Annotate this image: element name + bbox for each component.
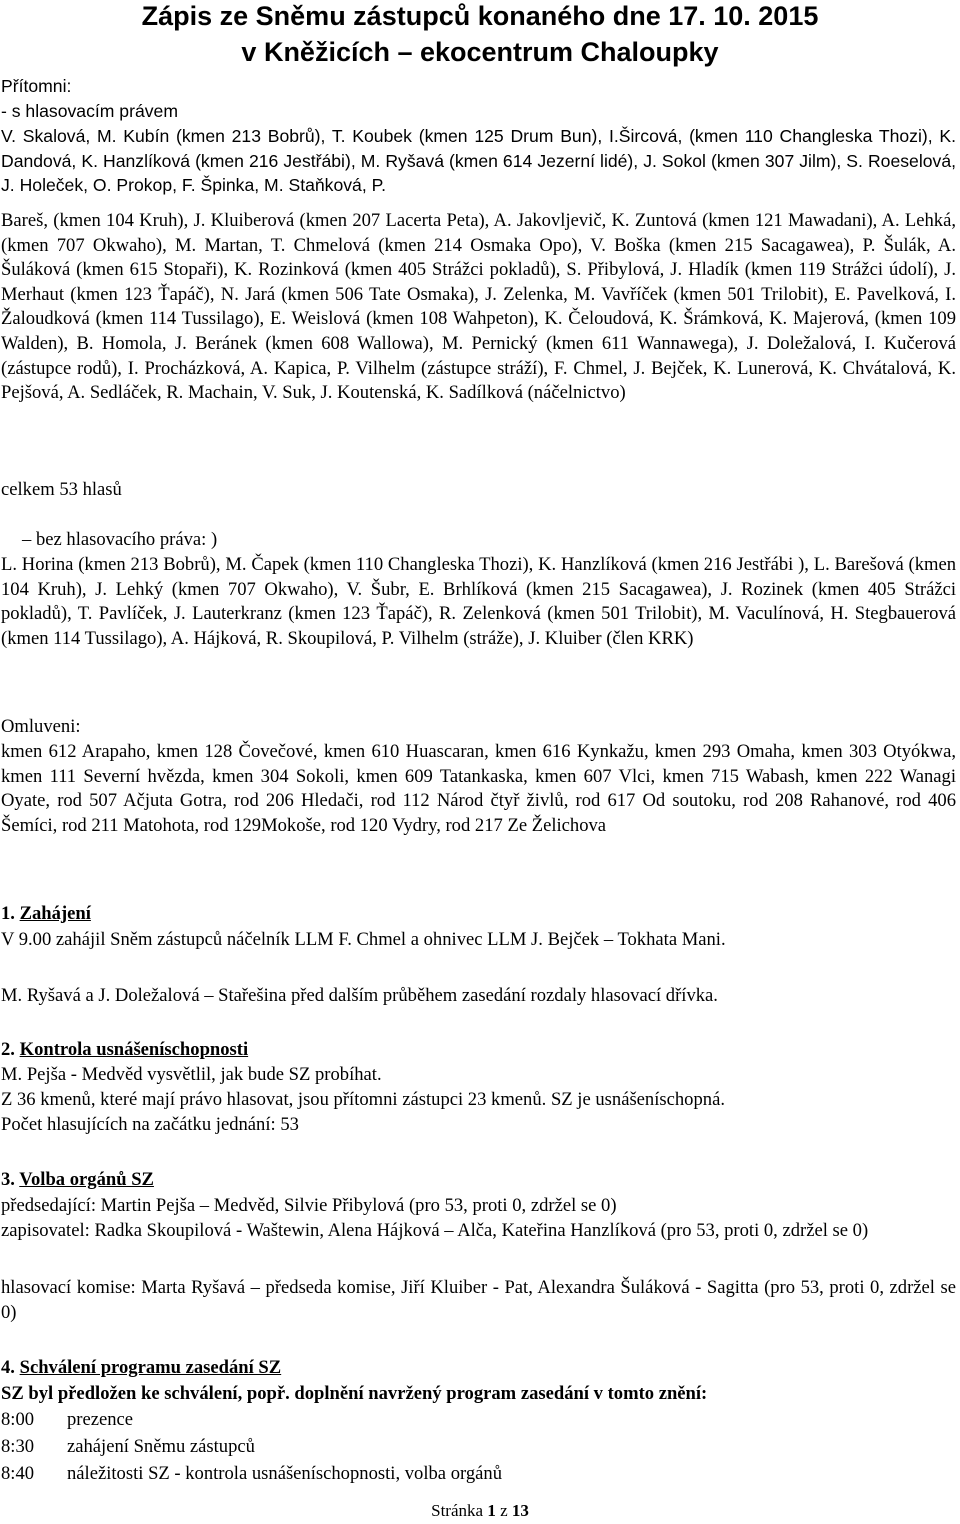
section-4-number: 4. xyxy=(1,1357,15,1378)
section-2-title: Kontrola usnášeníschopnosti xyxy=(19,1039,249,1060)
page-footer xyxy=(0,1499,960,1524)
program-item-text: zahájení Sněmu zástupců xyxy=(67,1436,255,1457)
footer-page-number: 1 xyxy=(487,1501,496,1520)
section-4-intro: SZ byl předložen ke schválení, popř. doplnění navržený program zasedání v tomto znění: xyxy=(1,1383,708,1404)
section-1-heading xyxy=(1,902,956,927)
document-title-line-1: Zápis ze Sněmu zástupců konaného dne 17. 10. 2015 xyxy=(141,1,819,31)
section-3-line-1: předsedající: Martin Pejša – Medvěd, Silvie Přibylová (pro 53, proti 0, zdržel se 0) xyxy=(1,1195,617,1216)
section-3-line-3: hlasovací komise: Marta Ryšavá – předseda komise, Jiří Kluiber - Pat, Alexandra Šuláková - Sagitta (pro 53, proti 0, zdržel se 0) xyxy=(1,1277,956,1323)
excused-list: kmen 612 Arapaho, kmen 128 Čovečové, kmen 610 Huascaran, kmen 616 Kynkažu, kmen 293 Omaha, kmen 303 Otyókwa, kmen 111 Severní hvězda, kmen 304 Sokoli, kmen 609 Tatankaska, kmen 607 Vlci, kmen 715 Wabash, kmen 222 Wanagi Oyate, rod 507 Ačjuta Gotra, rod 206 Hledači, rod 112 Národ čtyř živlů, rod 617 Od soutoku, rod 208 Rahanové, rod 406 Šemíci, rod 211 Matohota, rod 129Mokoše, rod 120 Vydry, rod 217 Ze Želichova xyxy=(1,741,956,836)
section-2-line-2: Z 36 kmenů, které mají právo hlasovat, jsou přítomni zástupci 23 kmenů. SZ je usnášeníschopná. xyxy=(1,1089,725,1110)
section-4-title: Schválení programu zasedání SZ xyxy=(19,1357,282,1378)
section-4-heading xyxy=(1,1356,956,1381)
section-1-line-1: V 9.00 zahájil Sněm zástupců náčelník LLM F. Chmel a ohnivec LLM J. Bejček – Tokhata Mani. xyxy=(1,929,726,950)
total-votes: celkem 53 hlasů xyxy=(1,479,122,500)
program-item-time: 8:30 xyxy=(1,1436,35,1457)
section-2-number: 2. xyxy=(1,1039,15,1060)
program-item-text: náležitosti SZ - kontrola usnášeníschopnosti, volba orgánů xyxy=(67,1463,502,1484)
voting-members-part-2: Bareš, (kmen 104 Kruh), J. Kluiberová (kmen 207 Lacerta Peta), A. Jakovljevič, K. Zuntová (kmen 121 Mawadani), A. Lehká, (kmen 707 Okwaho), M. Martan, T. Chmelová (kmen 214 Osmaka Opo), V. Boška (kmen 215 Sacagawea), P. Šulák, A. Šuláková (kmen 615 Stopaři), K. Rozinková (kmen 405 Strážci pokladů), S. Přibylová, J. Hladík (kmen 119 Strážci údolí), J. Merhaut (kmen 123 Ťapáč), N. Jará (kmen 506 Tate Osmaka), J. Zelenka, M. Vavříček (kmen 501 Trilobit), E. Pavelková, I. Žaloudková (kmen 114 Tussilago), E. Weislová (kmen 108 Wahpeton), K. Čeloudová, K. Šrámková, K. Majerová, (kmen 109 Walden), B. Homola, J. Beránek (kmen 608 Wallowa), M. Pernický (kmen 611 Wannawega), J. Doležalová, I. Kučerová (zástupce rodů), I. Procházková, A. Kapica, P. Vilhelm (zástupce stráží), F. Chmel, J. Bejček, K. Lunerová, K. Chvátalová, K. Pejšová, A. Sedláček, R. Machain, V. Suk, J. Koutenská, K. Sadílková (náčelnictvo) xyxy=(1,210,956,404)
program-item xyxy=(1,1435,956,1460)
footer-prefix: Stránka xyxy=(431,1501,484,1520)
program-item xyxy=(1,1408,956,1433)
attendance-label: Přítomni: xyxy=(1,76,72,96)
footer-separator: z xyxy=(500,1501,508,1520)
excused-label: Omluveni: xyxy=(1,716,81,737)
section-3-title: Volba orgánů SZ xyxy=(19,1169,154,1190)
program-item-text: prezence xyxy=(67,1409,134,1430)
section-3-number: 3. xyxy=(1,1169,15,1190)
program-item-time: 8:00 xyxy=(1,1409,35,1430)
section-2-heading xyxy=(1,1038,956,1063)
document-title-line-2: v Kněžicích – ekocentrum Chaloupky xyxy=(241,37,719,67)
section-3-heading xyxy=(1,1168,956,1193)
section-2-line-3: Počet hlasujících na začátku jednání: 53 xyxy=(1,1114,299,1135)
nonvoting-label: – bez hlasovacího práva: ) xyxy=(22,529,218,550)
footer-page-total: 13 xyxy=(511,1501,529,1520)
nonvoting-members: L. Horina (kmen 213 Bobrů), M. Čapek (kmen 110 Changleska Thozi), K. Hanzlíková (kmen 216 Jestřábi ), L. Barešová (kmen 104 Kruh), J. Lehký (kmen 707 Okwaho), V. Šubr, E. Brhlíková (kmen 215 Sacagawea), J. Rozinek (kmen 405 Strážci pokladů), T. Pavlíček, J. Lauterkranz (kmen 123 Ťapáč), R. Zelenková (kmen 501 Trilobit), M. Vaculínová, H. Stegbauerová (kmen 114 Tussilago), A. Hájková, R. Skoupilová, P. Vilhelm (stráže), J. Kluiber (člen KRK) xyxy=(1,554,956,649)
program-item-time: 8:40 xyxy=(1,1463,35,1484)
section-2-line-1: M. Pejša - Medvěd vysvětlil, jak bude SZ probíhat. xyxy=(1,1064,382,1085)
voting-label: - s hlasovacím právem xyxy=(1,101,178,121)
program-item xyxy=(1,1462,956,1487)
section-1-title: Zahájení xyxy=(19,903,91,924)
section-3-line-2: zapisovatel: Radka Skoupilová - Waštewin, Alena Hájková – Alča, Kateřina Hanzlíková (pro 53, proti 0, zdržel se 0) xyxy=(1,1220,869,1241)
section-1-number: 1. xyxy=(1,903,15,924)
section-1-line-2: M. Ryšavá a J. Doležalová – Stařešina před dalším průběhem zasedání rozdaly hlasovací dřívka. xyxy=(1,985,718,1006)
voting-members-part-1: V. Skalová, M. Kubín (kmen 213 Bobrů), T. Koubek (kmen 125 Drum Bun), I.Šircová, (kmen 110 Changleska Thozi), K. Dandová, K. Hanzlíková (kmen 216 Jestřábi), M. Ryšavá (kmen 614 Jezerní lidé), J. Sokol (kmen 307 Jilm), S. Roeselová, J. Holeček, O. Prokop, F. Špinka, M. Staňková, P. xyxy=(1,126,956,196)
